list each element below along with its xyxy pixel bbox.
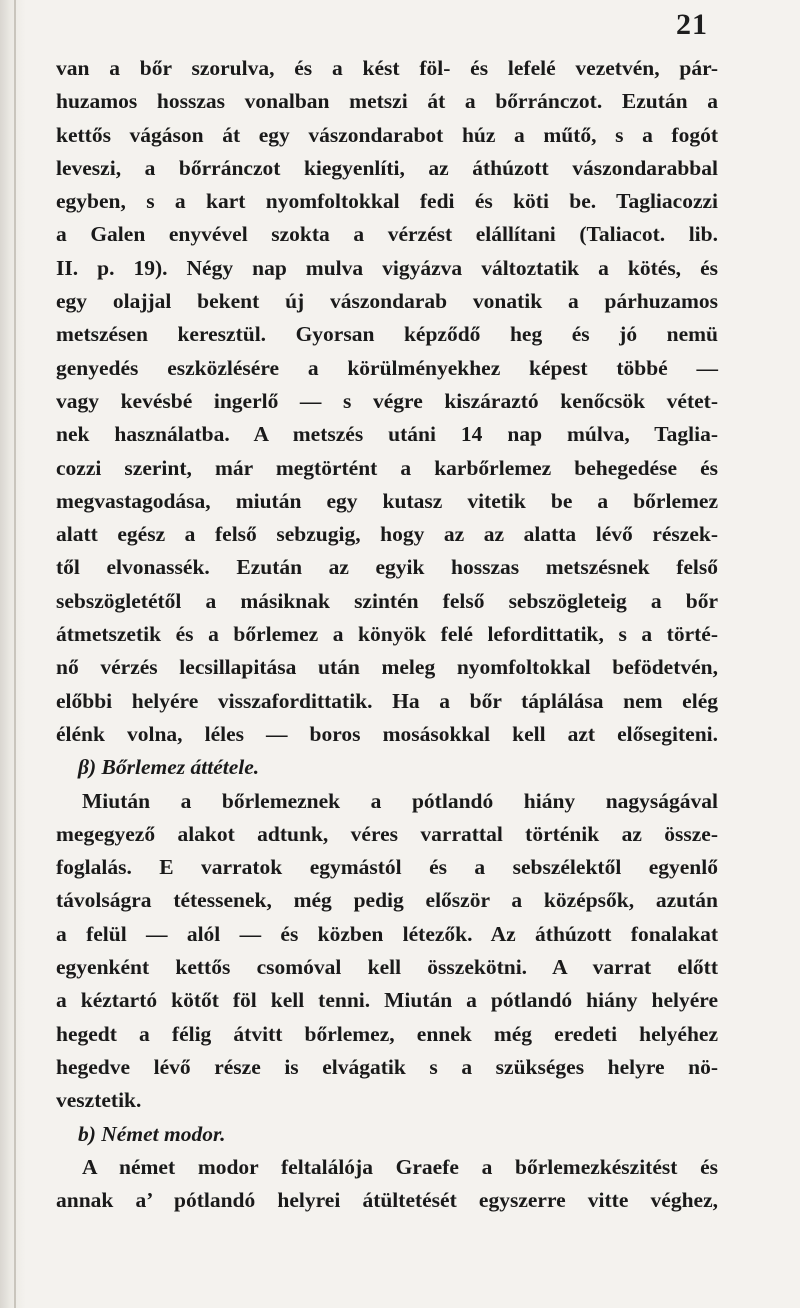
text-line: élénk volna, léles — boros mosásokkal kell azt elősegiteni.: [56, 721, 718, 746]
text-line: hegedt a félig átvitt bőrlemez, ennek még eredeti helyéhez: [56, 1021, 718, 1046]
text-line: hegedve lévő része is elvágatik s a szükséges helyre nö-: [56, 1054, 718, 1079]
page-edge-shadow: [0, 0, 26, 1308]
text-line: cozzi szerint, már megtörtént a karbőrlemez behegedése és: [56, 455, 718, 480]
text-line: egy olajjal bekent új vászondarab vonatik a párhuzamos: [56, 289, 718, 314]
text-line: átmetszetik és a bőrlemez a könyök felé lefordittatik, s a törté-: [56, 622, 718, 647]
body-text: [56, 52, 718, 1217]
text-line: II. p. 19). Négy nap mulva vigyázva változtatik a kötés, és: [56, 255, 718, 280]
text-line: a Galen enyvével szokta a vérzést elállítani (Taliacot. lib.: [56, 222, 718, 247]
text-line: egyben, s a kart nyomfoltokkal fedi és köti be. Tagliacozzi: [56, 189, 718, 214]
text-line: vagy kevésbé ingerlő — s végre kiszáraztó kenőcsök vétet-: [56, 388, 718, 413]
text-line: van a bőr szorulva, és a kést föl- és lefelé vezetvén, pár-: [56, 56, 718, 80]
text-line: metszésen keresztül. Gyorsan képződő heg és jó nemü: [56, 322, 718, 347]
text-line: egyenként kettős csomóval kell összekötni. A varrat előtt: [56, 955, 718, 980]
text-line: től elvonassék. Ezután az egyik hosszas metszésnek felső: [56, 555, 718, 580]
text-line: huzamos hosszas vonalban metszi át a bőrránczot. Ezután a: [56, 89, 718, 114]
text-line: alatt egész a felső sebzugig, hogy az az alatta lévő részek-: [56, 522, 718, 547]
text-line: távolságra tétessenek, még pedig először a középsők, azután: [56, 888, 718, 913]
text-line: sebszögletétől a másiknak szintén felső sebszögleteig a bőr: [56, 588, 718, 613]
text-line: A német modor feltalálója Graefe a bőrlemezkészitést és: [82, 1154, 718, 1179]
text-line: foglalás. E varratok egymástól és a sebszélektől egyenlő: [56, 855, 718, 880]
section-heading-b: b) Német modor.: [78, 1121, 226, 1146]
page-number: 21: [676, 8, 708, 41]
text-line: leveszi, a bőrránczot kiegyenlíti, az áthúzott vászondarabbal: [56, 155, 718, 180]
text-line: a kéztartó kötőt föl kell tenni. Miután a pótlandó hiány helyére: [56, 988, 718, 1013]
text-line: megegyező alakot adtunk, véres varrattal történik az össze-: [56, 821, 718, 846]
text-line: vesztetik.: [56, 1088, 142, 1113]
text-line: annak a’ pótlandó helyrei átültetését egyszerre vitte véghez,: [56, 1188, 718, 1213]
text-line: nő vérzés lecsillapitása után meleg nyomfoltokkal befödetvén,: [56, 655, 718, 680]
text-line: a felül — alól — és közben létezők. Az áthúzott fonalakat: [56, 921, 718, 946]
text-line: kettős vágáson át egy vászondarabot húz a műtő, s a fogót: [56, 122, 718, 147]
text-line: megvastagodása, miután egy kutasz vitetik be a bőrlemez: [56, 488, 718, 513]
text-line: Miután a bőrlemeznek a pótlandó hiány nagyságával: [82, 788, 718, 813]
text-line: előbbi helyére visszafordittatik. Ha a bőr táplálása nem elég: [56, 688, 718, 713]
section-heading-beta: β) Bőrlemez áttétele.: [78, 755, 260, 780]
text-line: nek használatba. A metszés utáni 14 nap múlva, Taglia-: [56, 422, 718, 447]
binding-gutter: [14, 0, 16, 1308]
text-line: genyedés eszközlésére a körülményekhez képest többé —: [56, 355, 718, 380]
